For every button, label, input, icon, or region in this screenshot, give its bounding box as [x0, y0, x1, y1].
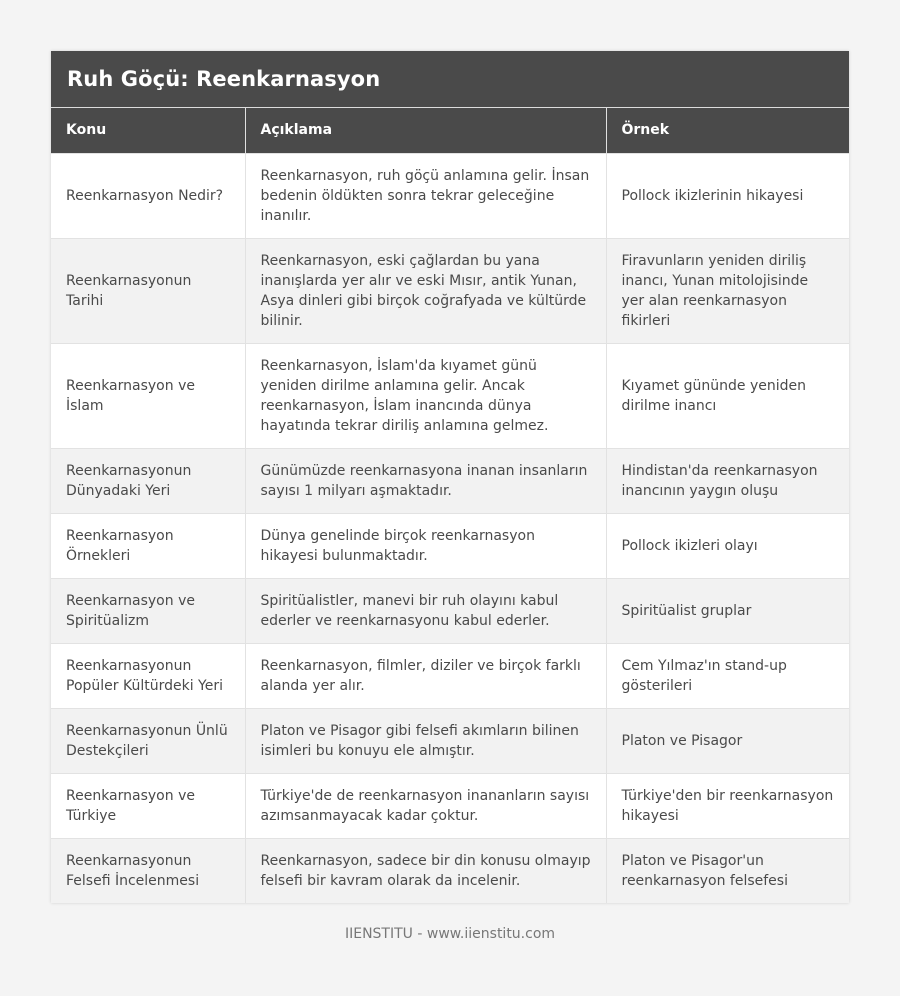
- cell-aciklama: Dünya genelinde birçok reenkarnasyon hikayesi bulunmaktadır.: [245, 513, 606, 578]
- table-card: [51, 51, 849, 903]
- table-row: [51, 238, 849, 343]
- table-title: Ruh Göçü: Reenkarnasyon: [51, 51, 849, 108]
- cell-aciklama: Reenkarnasyon, sadece bir din konusu olmayıp felsefi bir kavram olarak da incelenir.: [245, 838, 606, 903]
- cell-konu: Reenkarnasyon ve Spiritüalizm: [51, 578, 245, 643]
- table-row: [51, 578, 849, 643]
- column-header-aciklama: Açıklama: [245, 108, 606, 153]
- table-row: [51, 773, 849, 838]
- cell-aciklama: Reenkarnasyon, ruh göçü anlamına gelir. İnsan bedenin öldükten sonra tekrar geleceğine inanılır.: [245, 153, 606, 238]
- cell-konu: Reenkarnasyon Örnekleri: [51, 513, 245, 578]
- column-header-konu: Konu: [51, 108, 245, 153]
- table-row: [51, 643, 849, 708]
- table-row: [51, 448, 849, 513]
- cell-ornek: Firavunların yeniden diriliş inancı, Yunan mitolojisinde yer alan reenkarnasyon fikirleri: [606, 238, 849, 343]
- cell-ornek: Spiritüalist gruplar: [606, 578, 849, 643]
- cell-konu: Reenkarnasyon ve İslam: [51, 343, 245, 448]
- cell-konu: Reenkarnasyonun Ünlü Destekçileri: [51, 708, 245, 773]
- cell-ornek: Platon ve Pisagor'un reenkarnasyon felsefesi: [606, 838, 849, 903]
- cell-konu: Reenkarnasyonun Tarihi: [51, 238, 245, 343]
- cell-aciklama: Platon ve Pisagor gibi felsefi akımların bilinen isimleri bu konuyu ele almıştır.: [245, 708, 606, 773]
- cell-ornek: Cem Yılmaz'ın stand-up gösterileri: [606, 643, 849, 708]
- cell-konu: Reenkarnasyonun Dünyadaki Yeri: [51, 448, 245, 513]
- table-row: [51, 153, 849, 238]
- cell-aciklama: Günümüzde reenkarnasyona inanan insanların sayısı 1 milyarı aşmaktadır.: [245, 448, 606, 513]
- cell-ornek: Pollock ikizlerinin hikayesi: [606, 153, 849, 238]
- cell-aciklama: Reenkarnasyon, filmler, diziler ve birçok farklı alanda yer alır.: [245, 643, 606, 708]
- cell-konu: Reenkarnasyon ve Türkiye: [51, 773, 245, 838]
- table-row: [51, 838, 849, 903]
- table-row: [51, 708, 849, 773]
- cell-aciklama: Reenkarnasyon, İslam'da kıyamet günü yeniden dirilme anlamına gelir. Ancak reenkarnasyon, İslam inancında dünya hayatında tekrar diriliş anlamına gelmez.: [245, 343, 606, 448]
- cell-konu: Reenkarnasyonun Popüler Kültürdeki Yeri: [51, 643, 245, 708]
- footer-credit: IIENSTITU - www.iienstitu.com: [344, 926, 556, 942]
- cell-aciklama: Türkiye'de de reenkarnasyon inananların sayısı azımsanmayacak kadar çoktur.: [245, 773, 606, 838]
- cell-konu: Reenkarnasyon Nedir?: [51, 153, 245, 238]
- cell-ornek: Kıyamet gününde yeniden dirilme inancı: [606, 343, 849, 448]
- cell-ornek: Türkiye'den bir reenkarnasyon hikayesi: [606, 773, 849, 838]
- table-row: [51, 343, 849, 448]
- cell-aciklama: Spiritüalistler, manevi bir ruh olayını kabul ederler ve reenkarnasyonu kabul ederler.: [245, 578, 606, 643]
- header-row: [51, 108, 849, 153]
- table-row: [51, 513, 849, 578]
- cell-ornek: Pollock ikizleri olayı: [606, 513, 849, 578]
- cell-ornek: Hindistan'da reenkarnasyon inancının yaygın oluşu: [606, 448, 849, 513]
- cell-ornek: Platon ve Pisagor: [606, 708, 849, 773]
- data-table: [51, 108, 849, 903]
- cell-aciklama: Reenkarnasyon, eski çağlardan bu yana inanışlarda yer alır ve eski Mısır, antik Yunan, Asya dinleri gibi birçok coğrafyada ve kültürde bilinir.: [245, 238, 606, 343]
- cell-konu: Reenkarnasyonun Felsefi İncelenmesi: [51, 838, 245, 903]
- column-header-ornek: Örnek: [606, 108, 849, 153]
